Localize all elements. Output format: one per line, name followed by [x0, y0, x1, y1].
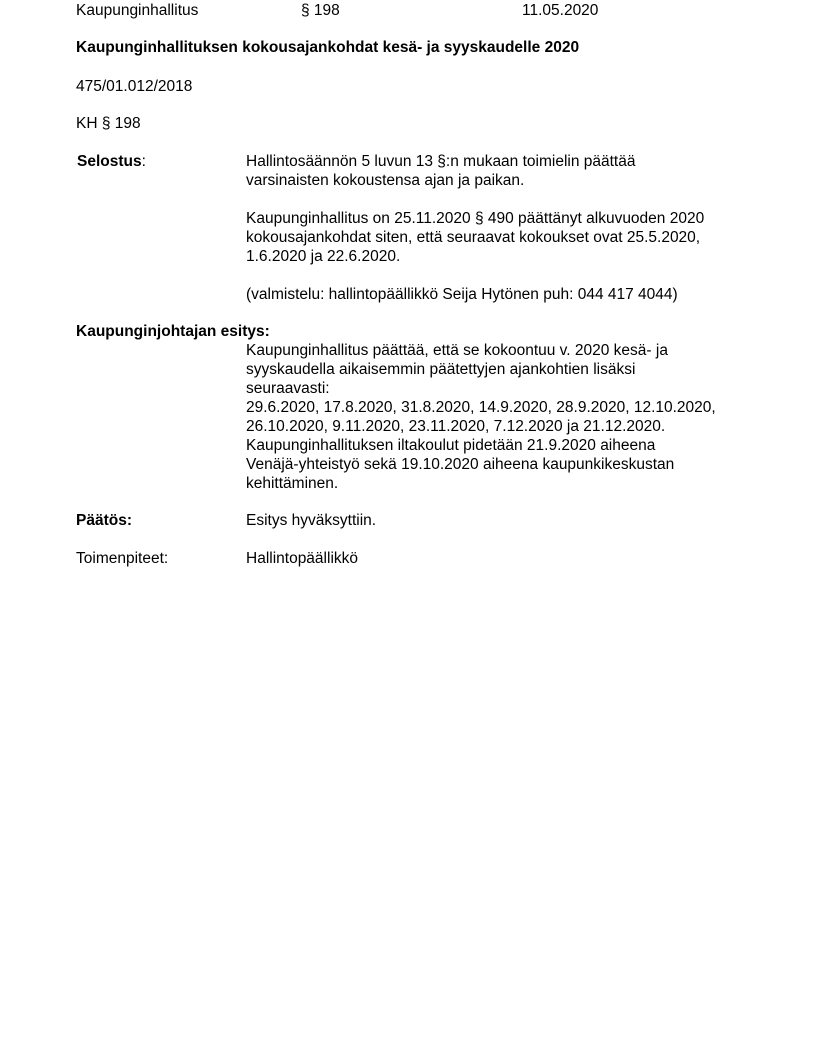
- text-line: Hallintosäännön 5 luvun 13 §:n mukaan toimielin päättää: [246, 153, 636, 170]
- header-section-number: § 198: [301, 2, 340, 19]
- text-line: 29.6.2020, 17.8.2020, 31.8.2020, 14.9.2020, 28.9.2020, 12.10.2020,: [246, 399, 716, 416]
- text-line: Kaupunginhallitus on 25.11.2020 § 490 päättänyt alkuvuoden 2020: [246, 210, 705, 227]
- text-line: (valmistelu: hallintopäällikkö Seija Hytönen puh: 044 417 4044): [246, 286, 678, 303]
- selostus-paragraph-1: [246, 152, 746, 190]
- text-line: Kaupunginhallituksen iltakoulut pidetään 21.9.2020 aiheena: [246, 437, 656, 454]
- selostus-colon: :: [141, 153, 146, 170]
- esitys-label: Kaupunginjohtajan esitys:: [76, 323, 270, 340]
- text-line: kokousajankohdat siten, että seuraavat kokoukset ovat 25.5.2020,: [246, 229, 701, 246]
- selostus-paragraph-2: [246, 209, 746, 266]
- header-body-name: Kaupunginhallitus: [76, 2, 199, 19]
- text-line: Venäjä-yhteistyö sekä 19.10.2020 aiheena kaupunkikeskustan: [246, 456, 675, 473]
- toimenpiteet-label: Toimenpiteet:: [76, 550, 169, 567]
- text-line: Kaupunginhallitus päättää, että se kokoontuu v. 2020 kesä- ja: [246, 342, 668, 359]
- document-title: Kaupunginhallituksen kokousajankohdat kesä- ja syyskaudelle 2020: [76, 39, 580, 56]
- toimenpiteet-text: Hallintopäällikkö: [246, 550, 359, 567]
- record-number: 475/01.012/2018: [76, 78, 193, 95]
- header-date: 11.05.2020: [522, 2, 599, 19]
- selostus-heading: [77, 152, 146, 171]
- text-line: 1.6.2020 ja 22.6.2020.: [246, 248, 401, 265]
- text-line: seuraavasti:: [246, 380, 330, 397]
- text-line: varsinaisten kokoustensa ajan ja paikan.: [246, 172, 525, 189]
- selostus-paragraph-3: [246, 285, 746, 304]
- text-line: 26.10.2020, 9.11.2020, 23.11.2020, 7.12.2020 ja 21.12.2020.: [246, 418, 666, 435]
- paatos-text: Esitys hyväksyttiin.: [246, 512, 377, 529]
- selostus-label: Selostus: [77, 153, 142, 170]
- paatos-label: Päätös:: [76, 512, 132, 529]
- text-line: kehittäminen.: [246, 475, 339, 492]
- text-line: syyskaudella aikaisemmin päätettyjen ajankohtien lisäksi: [246, 361, 636, 378]
- esitys-body: [246, 341, 746, 493]
- kh-reference: KH § 198: [76, 115, 141, 132]
